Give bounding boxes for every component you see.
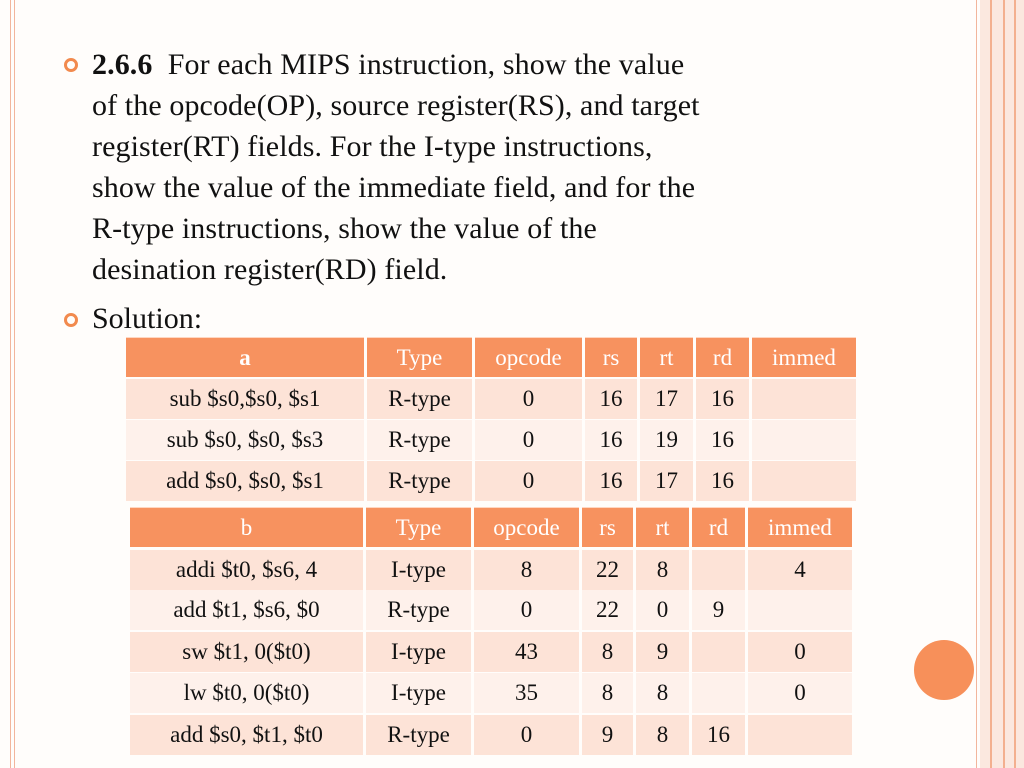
cell-rt: 17: [640, 461, 693, 501]
cell-rs: 22: [582, 550, 633, 590]
right-decorative-strip: [980, 0, 1024, 768]
cell-immed: [748, 715, 852, 755]
cell-type: R-type: [366, 590, 471, 630]
cell-rs: 8: [582, 632, 633, 672]
cell-opcode: 0: [475, 420, 582, 460]
cell-instruction: add $s0, $t1, $t0: [130, 715, 363, 755]
cell-rd: 16: [696, 420, 749, 460]
cell-rd: [692, 550, 745, 590]
cell-immed: [752, 420, 856, 460]
cell-instruction: addi $t0, $s6, 4: [130, 550, 363, 590]
cell-immed: [752, 379, 856, 419]
cell-rt: 19: [640, 420, 693, 460]
cell-immed: 4: [748, 550, 852, 590]
cell-immed: 0: [748, 632, 852, 672]
right-strip-line-3: [1014, 0, 1016, 768]
bullet-icon: [64, 58, 78, 72]
cell-immed: [752, 461, 856, 501]
cell-rt: 17: [640, 379, 693, 419]
problem-line: desination register(RD) field.: [92, 253, 448, 286]
cell-rd: [692, 632, 745, 672]
problem-number: 2.6.6: [92, 48, 153, 81]
problem-first-line: [92, 44, 892, 85]
cell-rd: 16: [692, 715, 745, 755]
table-row: [130, 715, 855, 755]
cell-rs: 16: [585, 461, 637, 501]
header-cell-rs: rs: [585, 337, 637, 377]
table-row: [126, 420, 859, 460]
cell-rt: 8: [636, 550, 689, 590]
table-row: [126, 461, 859, 501]
frame-line-left-outer: [10, 0, 11, 768]
table-row: [126, 379, 859, 419]
table-header-row: [126, 337, 859, 377]
header-cell-immed: immed: [752, 337, 856, 377]
decorative-orange-circle: [914, 640, 974, 700]
problem-line: of the opcode(OP), source register(RS), and target: [92, 89, 700, 122]
right-strip-line-1: [990, 0, 992, 768]
header-cell-instruction: a: [126, 337, 364, 377]
header-cell-rt: rt: [636, 507, 689, 547]
problem-statement: [92, 44, 892, 290]
header-cell-type: Type: [366, 507, 471, 547]
cell-opcode: 0: [474, 590, 579, 630]
cell-rt: 8: [636, 715, 689, 755]
cell-rs: 16: [585, 420, 637, 460]
header-cell-opcode: opcode: [475, 337, 582, 377]
cell-type: I-type: [366, 673, 471, 713]
cell-instruction: sub $s0, $s0, $s3: [126, 420, 364, 460]
table-row: [130, 673, 855, 713]
cell-opcode: 8: [474, 550, 579, 590]
cell-immed: [748, 590, 852, 630]
header-cell-instruction: b: [130, 507, 363, 547]
cell-type: R-type: [367, 461, 472, 501]
problem-line: R-type instructions, show the value of the: [92, 212, 597, 245]
cell-rs: 16: [585, 379, 637, 419]
problem-line: show the value of the immediate field, and for the: [92, 171, 696, 204]
cell-rd: 16: [696, 461, 749, 501]
cell-rd: [692, 673, 745, 713]
cell-type: R-type: [367, 379, 472, 419]
frame-line-right: [976, 0, 977, 768]
header-cell-rd: rd: [692, 507, 745, 547]
problem-first-line-text: For each MIPS instruction, show the value: [167, 48, 685, 81]
cell-rd: 9: [692, 590, 745, 630]
table-row: [130, 632, 855, 672]
header-cell-type: Type: [367, 337, 472, 377]
table-header-row: [130, 507, 855, 547]
cell-type: I-type: [366, 550, 471, 590]
header-cell-opcode: opcode: [474, 507, 579, 547]
bullet-icon: [64, 313, 78, 327]
header-cell-rs: rs: [582, 507, 633, 547]
cell-type: I-type: [366, 632, 471, 672]
right-strip-line-2: [1003, 0, 1005, 768]
cell-rt: 0: [636, 590, 689, 630]
cell-rd: 16: [696, 379, 749, 419]
frame-line-left-inner: [14, 0, 15, 768]
cell-opcode: 43: [474, 632, 579, 672]
header-cell-immed: immed: [748, 507, 852, 547]
cell-immed: 0: [748, 673, 852, 713]
solution-label: Solution:: [92, 302, 203, 335]
header-cell-rt: rt: [640, 337, 693, 377]
cell-rt: 8: [636, 673, 689, 713]
header-cell-rd: rd: [696, 337, 749, 377]
cell-rs: 22: [582, 590, 633, 630]
table-row: [130, 590, 855, 630]
cell-opcode: 0: [474, 715, 579, 755]
cell-opcode: 0: [475, 379, 582, 419]
cell-instruction: lw $t0, 0($t0): [130, 673, 363, 713]
cell-type: R-type: [366, 715, 471, 755]
cell-type: R-type: [367, 420, 472, 460]
cell-instruction: sw $t1, 0($t0): [130, 632, 363, 672]
cell-rt: 9: [636, 632, 689, 672]
cell-rs: 9: [582, 715, 633, 755]
cell-opcode: 35: [474, 673, 579, 713]
cell-opcode: 0: [475, 461, 582, 501]
cell-instruction: sub $s0,$s0, $s1: [126, 379, 364, 419]
cell-instruction: add $t1, $s6, $0: [130, 590, 363, 630]
cell-instruction: add $s0, $s0, $s1: [126, 461, 364, 501]
cell-rs: 8: [582, 673, 633, 713]
table-row: [130, 550, 855, 590]
problem-line: register(RT) fields. For the I-type instructions,: [92, 130, 653, 163]
